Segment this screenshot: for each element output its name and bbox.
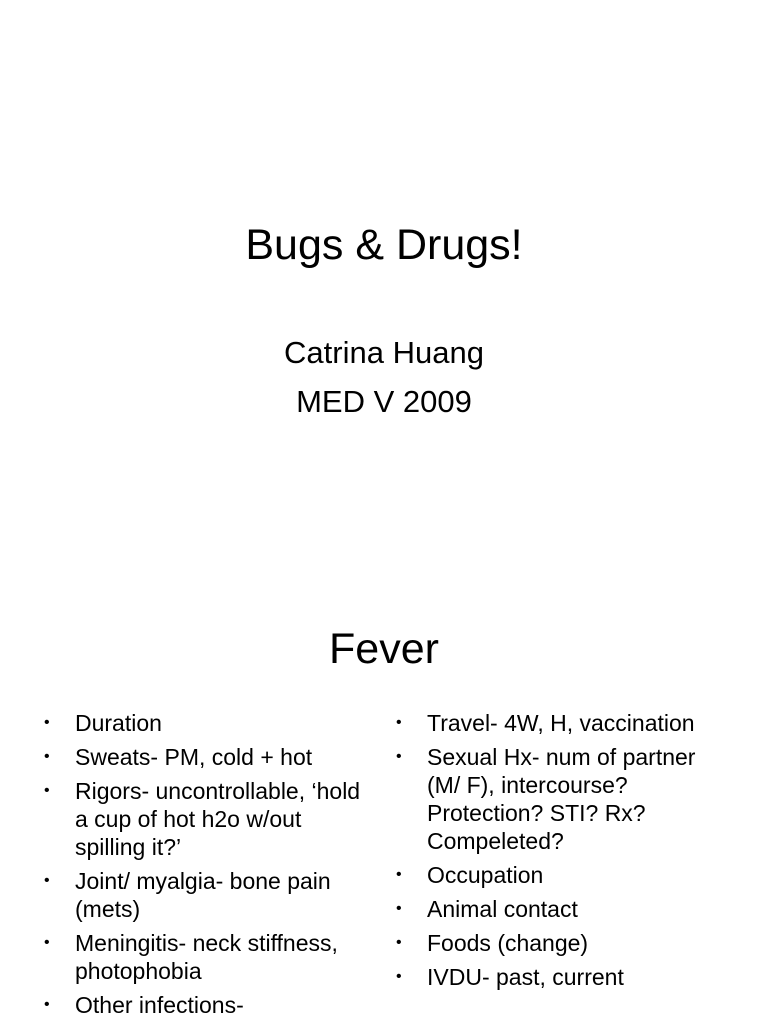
bullet-icon: • [396,934,402,951]
list-item [394,895,734,923]
list-item-text: Joint/ myalgia- bone pain (mets) [75,868,331,922]
list-item [42,709,372,737]
list-item [394,861,734,889]
bullet-icon: • [44,872,50,889]
bullet-icon: • [396,968,402,985]
list-item-text: Sexual Hx- num of partner (M/ F), intercourse? Protection? STI? Rx? Compeleted? [427,744,696,854]
list-item [42,929,372,985]
list-item-text: Animal contact [427,896,578,922]
bullet-icon: • [44,934,50,951]
slide-title: Bugs & Drugs! [245,221,523,269]
list-item-text: Other infections- [75,992,244,1018]
bullet-icon: • [44,714,50,731]
list-item [42,867,372,923]
list-item-text: Occupation [427,862,544,888]
author-name: Catrina Huang [284,335,484,370]
bullet-icon: • [396,900,402,917]
fever-slide [0,576,768,1024]
list-item [394,963,734,991]
list-item [42,743,372,771]
bullet-icon: • [396,748,402,765]
bullet-icon: • [396,714,402,731]
list-item-text: Meningitis- neck stiffness, photophobia [75,930,338,984]
bullet-icon: • [396,866,402,883]
course-label: MED V 2009 [296,384,472,419]
list-item-text: Foods (change) [427,930,589,956]
list-item [42,777,372,861]
list-item-text: Duration [75,710,162,736]
right-bullet-list [394,709,734,997]
list-item-text: Sweats- PM, cold + hot [75,744,313,770]
list-item-text: Rigors- uncontrollable, ‘hold a cup of hot h2o w/out spilling it?’ [75,778,361,860]
list-item-text: Travel- 4W, H, vaccination [427,710,695,736]
list-item [42,991,372,1019]
left-bullet-list [42,709,372,1024]
list-item [394,709,734,737]
fever-title: Fever [329,625,439,673]
bullet-icon: • [44,782,50,799]
list-item [394,743,734,855]
bullet-icon: • [44,748,50,765]
list-item-text: IVDU- past, current [427,964,624,990]
bullet-icon: • [44,996,50,1013]
list-item [394,929,734,957]
